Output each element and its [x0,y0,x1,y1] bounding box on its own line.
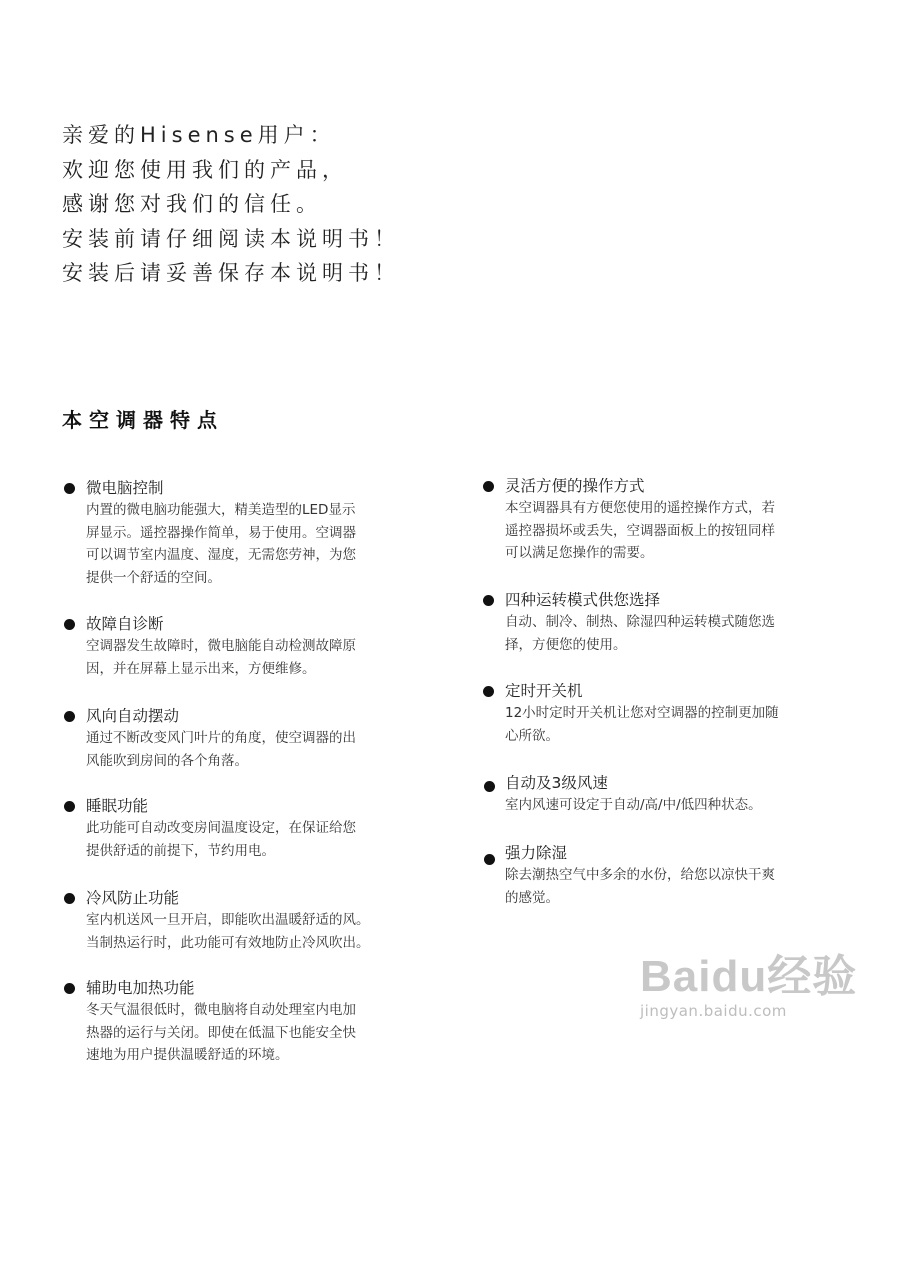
watermark-url: jingyan.baidu.com [640,1002,787,1020]
feature-item [505,842,845,909]
feature-description [86,727,426,772]
feature-description [505,702,845,747]
description-line: 速地为用户提供温暖舒适的环境。 [86,1047,289,1063]
bullet-icon [483,595,494,606]
feature-item [505,589,845,656]
feature-item [86,477,426,589]
description-line: 本空调器具有方便您使用的遥控操作方式，若 [505,500,775,516]
feature-description [86,817,426,862]
feature-item [505,475,845,565]
feature-title: 定时开关机 [505,682,583,700]
feature-description [86,999,426,1067]
intro-line: 欢迎您使用我们的产品， [62,157,348,182]
bullet-icon [483,481,494,492]
bullet-icon [64,893,75,904]
feature-title: 睡眠功能 [86,797,149,815]
bullet-icon [64,619,75,630]
feature-description [86,499,426,589]
feature-description [86,635,426,680]
bullet-icon [64,801,75,812]
intro-line: 安装前请仔细阅读本说明书！ [62,226,400,251]
description-line: 可以调节室内温度、湿度，无需您劳神，为您 [86,547,356,563]
description-line: 心所欲。 [505,727,559,744]
description-line: 冬天气温很低时，微电脑将自动处理室内电加 [86,1002,356,1018]
feature-item [505,772,845,817]
description-line: 提供一个舒适的空间。 [86,569,221,586]
description-line: 室内机送风一旦开启，即能吹出温暖舒适的风。 [86,912,370,928]
description-line: 当制热运行时，此功能可有效地防止冷风吹出。 [86,934,370,951]
intro-line: 感谢您对我们的信任。 [62,192,322,216]
description-line: 可以满足您操作的需要。 [505,545,654,561]
description-line: 择，方便您的使用。 [505,636,627,653]
description-line: 内置的微电脑功能强大，精美造型的LED显示 [86,502,356,518]
feature-description [505,611,845,656]
description-line: 热器的运行与关闭。即使在低温下也能安全快 [86,1024,356,1041]
baidu-logo: Baidu经验 [640,952,858,1001]
baidu-watermark [640,940,857,1020]
description-line: 此功能可自动改变房间温度设定，在保证给您 [86,820,356,836]
description-line: 风能吹到房间的各个角落。 [86,752,248,769]
description-line: 空调器发生故障时，微电脑能自动检测故障原 [86,638,356,654]
bullet-icon [64,483,75,494]
feature-item [505,680,845,747]
intro-line: 安装后请妥善保存本说明书！ [62,261,400,285]
description-line: 屏显示。遥控器操作简单，易于使用。空调器 [86,524,356,541]
description-line: 除去潮热空气中多余的水份，给您以凉快干爽 [505,867,775,883]
description-line: 通过不断改变风门叶片的角度，使空调器的出 [86,730,356,746]
bullet-icon [483,686,494,697]
bullet-icon [484,781,495,792]
description-line: 遥控器损坏或丢失，空调器面板上的按钮同样 [505,522,775,539]
feature-title: 微电脑控制 [86,479,164,497]
feature-title: 风向自动摆动 [86,707,180,725]
feature-description [505,794,845,817]
feature-description [505,497,845,565]
description-line: 的感觉。 [505,889,559,906]
feature-item [86,977,426,1067]
description-line: 室内风速可设定于自动/高/中/低四种状态。 [505,797,762,813]
feature-item [86,887,426,954]
feature-title: 自动及3级风速 [505,774,608,792]
bullet-icon [484,854,495,865]
description-line: 12小时定时开关机让您对空调器的控制更加随 [505,705,779,721]
intro-greeting [62,118,400,291]
feature-item [86,613,426,680]
feature-title: 强力除湿 [505,844,568,862]
description-line: 因，并在屏幕上显示出来，方便维修。 [86,660,316,677]
feature-description [505,864,845,909]
feature-description [86,909,426,954]
feature-title: 辅助电加热功能 [86,979,195,997]
feature-item [86,705,426,772]
bullet-icon [64,983,75,994]
feature-title: 故障自诊断 [86,615,164,633]
feature-title: 冷风防止功能 [86,889,180,907]
feature-title: 灵活方便的操作方式 [505,477,645,495]
feature-title: 四种运转模式供您选择 [505,591,661,609]
feature-item [86,795,426,862]
intro-line: 亲爱的Hisense用户： [62,123,336,147]
description-line: 自动、制冷、制热、除湿四种运转模式随您选 [505,614,775,630]
bullet-icon [64,711,75,722]
description-line: 提供舒适的前提下，节约用电。 [86,842,275,859]
section-heading: 本空调器特点 [62,408,224,432]
